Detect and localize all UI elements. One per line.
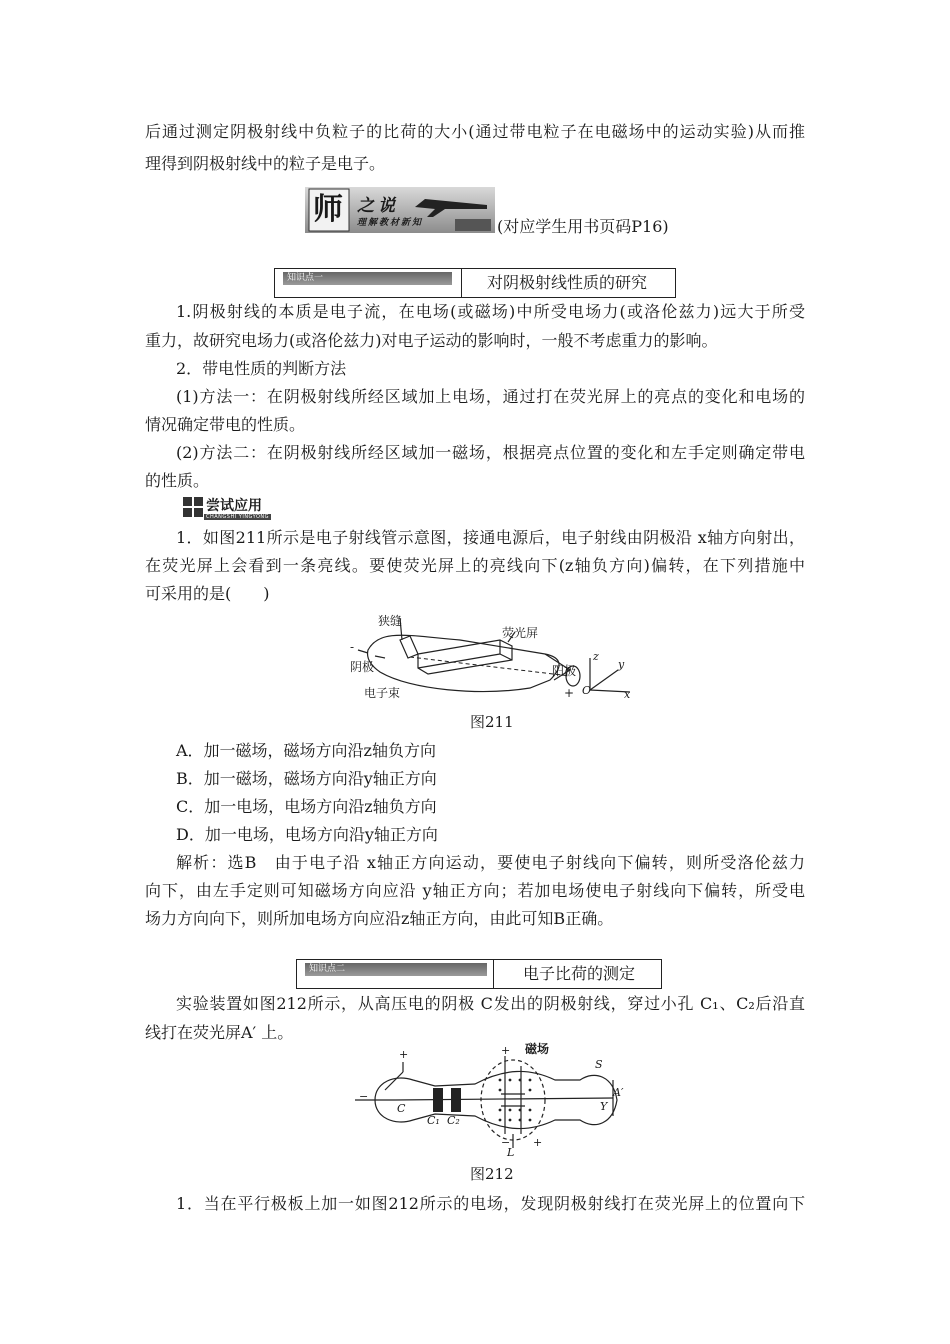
label-cathode: 阴极 [350,660,375,674]
section-header-2 [296,959,662,989]
question-line-1: 1．如图211所示是电子射线管示意图，接通电源后，电子射线由阴极沿 x轴方向射出， [176,528,805,547]
intro-line-1: 后通过测定阴极射线中负粒子的比荷的大小(通过带电粒子在电磁场中的运动实验)从而推 [145,122,805,141]
banner-char: 师 [313,192,343,227]
label-plus: + [564,686,575,700]
label-plus-1: + [399,1048,409,1061]
label-l: L [507,1146,515,1159]
intro-line-2: 理得到阴极射线中的粒子是电子。 [145,154,386,173]
page-reference: (对应学生用书页码P16) [497,217,669,236]
banner-subtitle: 理解教材新知 [357,218,424,228]
option-b[interactable]: B．加一磁场，磁场方向沿y轴正方向 [176,769,437,788]
label-a: A′ [613,1086,624,1099]
grid-icon [182,496,204,518]
label-minus-2: − [501,1136,511,1149]
try-apply-label [182,496,272,522]
question-line-3: 可采用的是( ) [145,584,270,603]
question-line-2: 在荧光屏上会看到一条亮线。要使荧光屏上的亮线向下(z轴负方向)偏转，在下列措施中 [145,556,805,575]
banner-title: 之说 [357,196,399,216]
figure-211-caption: 图211 [470,713,514,731]
label-minus-1: − [359,1090,369,1103]
s2-p1-line-1: 实验装置如图212所示，从高压电的阴极 C发出的阴极射线，穿过小孔 C₁、C₂后沿直 [176,994,805,1013]
s1-p1-line-1: 1.阴极射线的本质是电子流，在电场(或磁场)中所受电场力(或洛伦兹力)远大于所受 [176,302,805,321]
section-tag-1: 知识点一 [283,272,452,285]
label-y: Y [600,1100,608,1113]
answer-line-2: 向下，由左手定则可知磁场方向应沿 y轴正方向；若加电场使电子射线向下偏转，所受电 [145,881,805,900]
label-screen: 荧光屏 [502,626,539,640]
s2-p1-line-2: 线打在荧光屏A′ 上。 [145,1023,294,1042]
label-magnet: 磁场 [525,1042,550,1056]
s1-p4-line-2: 的性质。 [145,471,210,490]
axis-y: y [618,658,625,671]
label-minus: - [350,640,355,654]
label-beam: 电子束 [364,686,401,700]
s1-p4-line-1: (2)方法二：在阴极射线所经区域加一磁场，根据亮点位置的变化和左手定则确定带电 [176,443,805,462]
s1-p1-line-2: 重力，故研究电场力(或洛伦兹力)对电子运动的影响时，一般不考虑重力的影响。 [145,331,718,350]
option-c[interactable]: C．加一电场，电场方向沿z轴负方向 [176,797,437,816]
answer-line-3: 场力方向向下，则所加电场方向应沿z轴正方向，由此可知B正确。 [145,909,614,928]
section-tag-2: 知识点二 [305,963,487,976]
section-header-1 [274,268,676,298]
section-title-1: 对阴极射线性质的研究 [487,273,648,292]
s1-p2: 2．带电性质的判断方法 [176,359,347,378]
axis-x: x [624,688,631,701]
label-c2: C₂ [447,1114,460,1127]
figure-212 [355,1042,635,1160]
label-c: C [397,1102,406,1115]
try-apply-text: 尝试应用 [206,498,262,514]
teacher-banner [305,185,495,235]
option-d[interactable]: D．加一电场，电场方向沿y轴正方向 [176,825,438,844]
s1-p3-line-1: (1)方法一：在阴极射线所经区域加上电场，通过打在荧光屏上的亮点的变化和电场的 [176,387,805,406]
section-title-2: 电子比荷的测定 [523,964,636,983]
option-a[interactable]: A．加一磁场，磁场方向沿z轴负方向 [176,741,436,760]
label-anode: 阳极 [552,664,577,678]
try-apply-pinyin: CHANGSHI YINGYONG [206,514,270,520]
answer-line-1: 解析：选B 由于电子沿 x轴正方向运动，要使电子射线向下偏转，则所受洛伦兹力 [176,853,805,872]
label-s: S [595,1058,603,1071]
axis-o: O [582,684,592,697]
figure-211 [340,610,640,705]
label-slit: 狭缝 [378,614,403,628]
s1-p3-line-2: 情况确定带电的性质。 [145,415,306,434]
axis-z: z [593,650,599,663]
s2-p2: 1．当在平行极板上加一如图212所示的电场，发现阴极射线打在荧光屏上的位置向下 [176,1194,805,1213]
label-c1: C₁ [427,1114,440,1127]
label-plus-2: + [501,1044,511,1057]
figure-212-caption: 图212 [470,1165,514,1183]
label-plus-3: + [533,1136,543,1149]
